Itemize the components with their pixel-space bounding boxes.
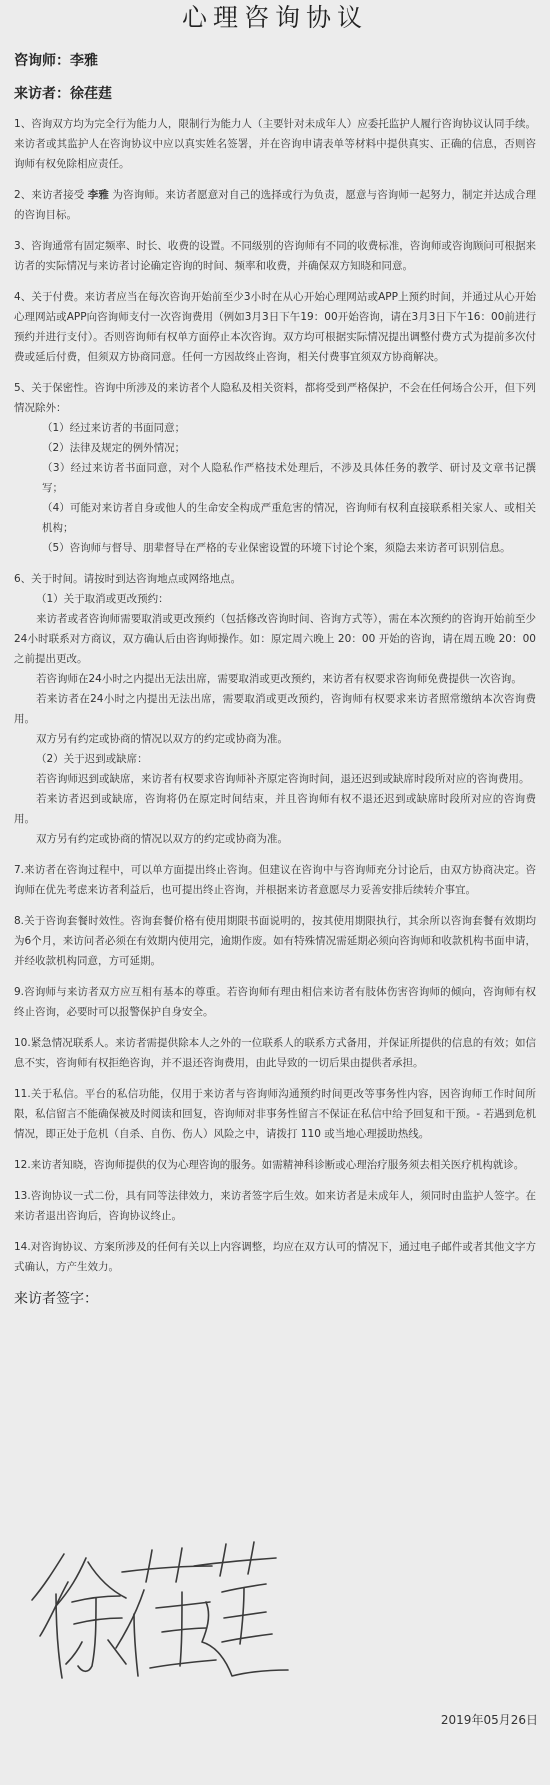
agreement-clause [14,1237,536,1277]
sign-date: 2019年05月26日 [440,1713,538,1727]
counselor-line: 咨询师：李雅 [14,53,98,69]
agreement-clause [14,1033,536,1073]
agreement-clause [14,860,536,900]
clause-paragraph: 双方另有约定或协商的情况以双方的约定或协商为准。 [36,733,288,745]
page-title: 心理咨询协议 [181,3,368,32]
signature-label: 来访者签字： [14,1291,98,1307]
clause-text: 13.咨询协议一式二份，具有同等法律效力，来访者签字后生效。如来访者是未成年人，须同时由监护人签字。在来访者退出咨询后，咨询协议终止。 [14,1190,536,1222]
clause-paragraph: 若来访者迟到或缺席，咨询将仍在原定时间结束，并且咨询师有权不退还迟到或缺席时段所对应的咨询费用。 [14,793,536,825]
clause-text: 14.对咨询协议、方案所涉及的任何有关以上内容调整，均应在双方认可的情况下，通过电子邮件或者其他文字方式确认，方产生效力。 [14,1241,536,1273]
handwritten-signature [26,1536,296,1686]
clause-subitem: （3）经过来访者书面同意，对个人隐私作严格技术处理后，不涉及具体任务的教学、研讨及文章书记撰写； [42,462,536,494]
agreement-clause [14,982,536,1022]
agreement-clause [14,378,536,558]
clause-subitem: （5）咨询师与督导、朋辈督导在严格的专业保密设置的环境下讨论个案，须隐去来访者可识别信息。 [42,542,511,554]
agreement-clause [14,911,536,971]
clause-subitem: （1）经过来访者的书面同意； [42,422,186,434]
clause-text: 8.关于咨询套餐时效性。咨询套餐价格有使用期限书面说明的，按其使用期限执行，其余所以咨询套餐有效期均为6个月，来访问者必须在有效期内使用完，逾期作废。如有特殊情况需延期必须向咨询师和收款机构书面申请，并经收款机构同意，方可延期。 [14,915,536,967]
agreement-clause [14,1155,536,1175]
agreement-clause [14,236,536,276]
agreement-clause [14,1186,536,1226]
clause-text: 4、关于付费。来访者应当在每次咨询开始前至少3小时在从心开始心理网站或APP上预约时间，并通过从心开始心理网站或APP向咨询师支付一次咨询费用（例如3月3日下午19：00开始咨询，请在3月3日下午16：00前进行预约并进行支付）。否则咨询师有权单方面停止本次咨询。双方均可根据实际情况提出调整付费方式为提前多次付费或延后付费，但须双方协商同意。任何一方因故终止咨询，相关付费事宜须双方协商解决。 [14,291,536,363]
clause-text: 2、来访者接受 [14,189,88,201]
clause-text: 5、关于保密性。咨询中所涉及的来访者个人隐私及相关资料，都将受到严格保护，不会在任何场合公开，但下列情况除外： [14,382,536,414]
clause-paragraph: 双方另有约定或协商的情况以双方的约定或协商为准。 [36,833,288,845]
clause-text: 为咨询师。来访者愿意对自己的选择或行为负责，愿意与咨询师一起努力，制定并达成合理的咨询目标。 [14,189,536,221]
agreement-clause [14,569,536,849]
clause-text: 7.来访者在咨询过程中，可以单方面提出终止咨询。但建议在咨询中与咨询师充分讨论后，由双方协商决定。咨询师在优先考虑来访者利益后，也可提出终止咨询，并根据来访者意愿尽力妥善安排后续转介事宜。 [14,864,536,896]
agreement-clause [14,287,536,367]
clause-subitem: （1）关于取消或更改预约： [36,593,169,605]
clause-text: 11.关于私信。平台的私信功能，仅用于来访者与咨询师沟通预约时间更改等事务性内容，因咨询师工作时间所限，私信留言不能确保被及时阅读和回复，咨询师对非事务性留言不保证在私信中给予回复和干预。- 若遇到危机情况，即正处于危机（自杀、自伤、伤人）风险之中，请拨打 110 或当地心理援助热线。 [14,1088,536,1140]
clause-paragraph: 来访者或者咨询师需要取消或更改预约（包括修改咨询时间、咨询方式等），需在本次预约的咨询开始前至少24小时联系对方商议，双方确认后由咨询师操作。如：原定周六晚上 20：00 开始的咨询，请在周五晚 20：00 之前提出更改。 [14,613,536,665]
client-line: 来访者：徐荏莛 [14,86,112,102]
agreement-clause [14,1084,536,1144]
clause-text: 12.来访者知晓，咨询师提供的仅为心理咨询的服务。如需精神科诊断或心理治疗服务须去相关医疗机构就诊。 [14,1159,525,1171]
clause-text: 9.咨询师与来访者双方应互相有基本的尊重。若咨询师有理由相信来访者有肢体伤害咨询师的倾向，咨询师有权终止咨询，必要时可以报警保护自身安全。 [14,986,536,1018]
agreement-sections [14,114,536,1277]
clause-paragraph: 若来访者在24小时之内提出无法出席，需要取消或更改预约，咨询师有权要求来访者照常缴纳本次咨询费用。 [14,693,536,725]
counselor-name-inline: 李雅 [87,189,109,201]
clause-subitem: （2）法律及规定的例外情况； [42,442,186,454]
clause-text: 3、咨询通常有固定频率、时长、收费的设置。不同级别的咨询师有不同的收费标准，咨询师或咨询顾问可根据来访者的实际情况与来访者讨论确定咨询的时间、频率和收费，并确保双方知晓和同意。 [14,240,536,272]
clause-subitem: （4）可能对来访者自身或他人的生命安全构成严重危害的情况，咨询师有权利直接联系相关家人、或相关机构； [42,502,536,534]
agreement-clause [14,114,536,174]
clause-paragraph: 若咨询师在24小时之内提出无法出席，需要取消或更改预约，来访者有权要求咨询师免费提供一次咨询。 [36,673,522,685]
clause-text: 10.紧急情况联系人。来访者需提供除本人之外的一位联系人的联系方式备用，并保证所提供的信息的有效；如信息不实，咨询师有权拒绝咨询，并不退还咨询费用，由此导致的一切后果由提供者承担。 [14,1037,536,1069]
clause-subitem: （2）关于迟到或缺席： [36,753,148,765]
clause-text: 6、关于时间。请按时到达咨询地点或网络地点。 [14,573,242,585]
agreement-clause [14,185,536,225]
clause-text: 1、咨询双方均为完全行为能力人，限制行为能力人（主要针对未成年人）应委托监护人履行咨询协议认同手续。来访者或其监护人在咨询协议中应以真实姓名签署，并在咨询申请表单等材料中提供真实、正确的信息，否则咨询师有权免除相应责任。 [14,118,536,170]
clause-paragraph: 若咨询师迟到或缺席，来访者有权要求咨询师补齐原定咨询时间，退还迟到或缺席时段所对应的咨询费用。 [36,773,530,785]
